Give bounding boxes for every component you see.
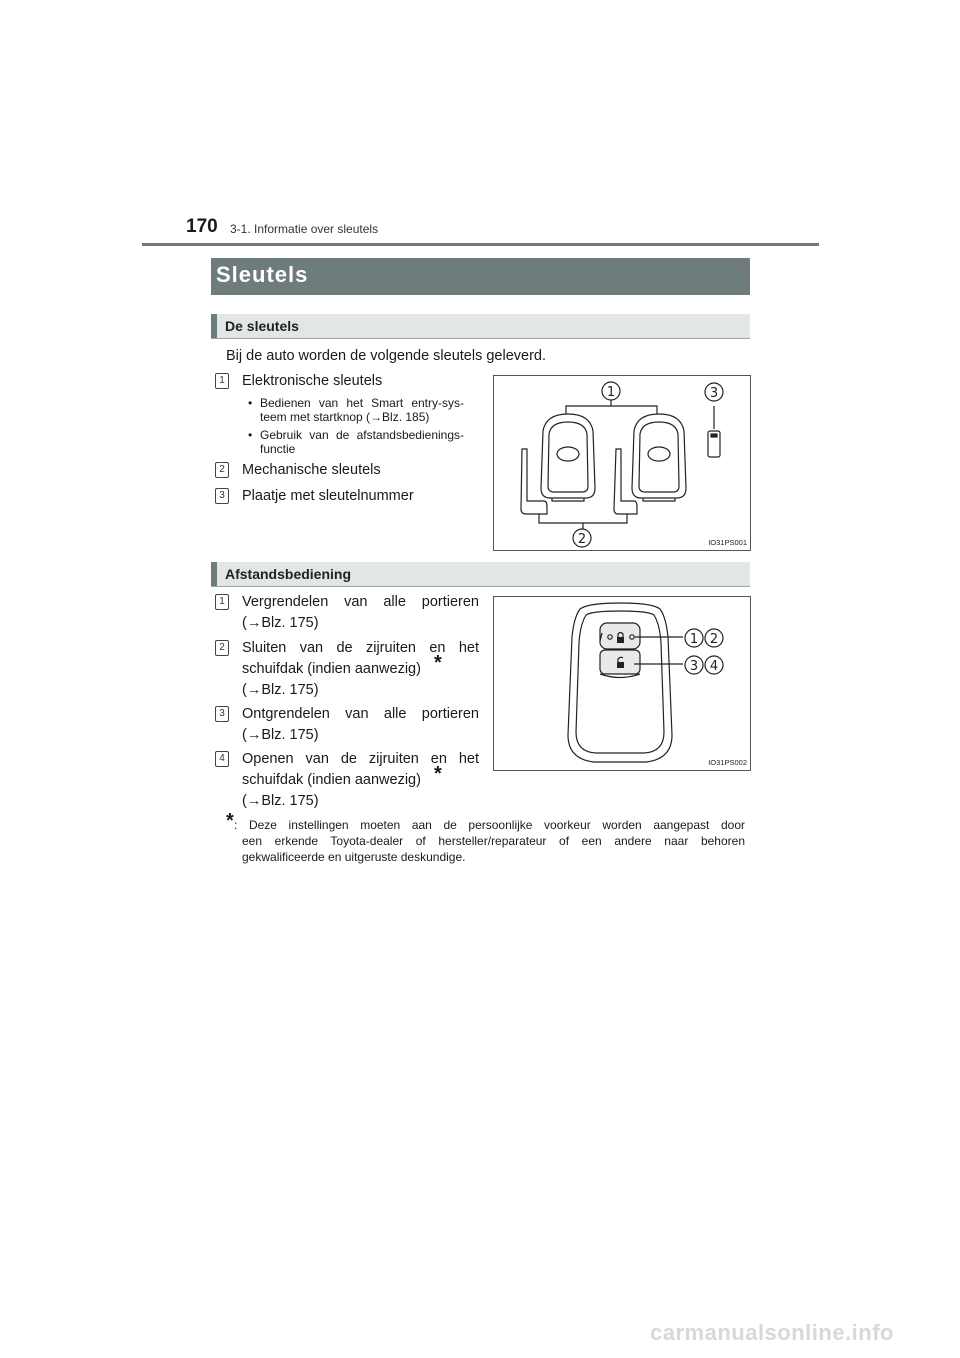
bullet-text: teem met startknop (→Blz. 185): [260, 410, 430, 424]
footnote-star: *: [434, 763, 442, 785]
section-heading-text: Afstandsbediening: [225, 566, 352, 582]
item-number: 3: [215, 706, 229, 722]
section-heading-text: De sleutels: [225, 318, 299, 334]
callout-label: 2: [709, 632, 719, 647]
header-rule: [142, 243, 819, 246]
item-number: 2: [215, 462, 229, 478]
callout-label: 1: [606, 385, 616, 400]
watermark: carmanualsonline.info: [650, 1320, 894, 1345]
keys-drawing: [494, 376, 750, 550]
item-number: 1: [215, 373, 229, 389]
callout-label: 2: [577, 532, 587, 547]
item-text: (→Blz. 175): [242, 682, 319, 698]
item-text: (→Blz. 175): [242, 615, 319, 631]
item-number: 1: [215, 594, 229, 610]
remote-drawing: [494, 597, 750, 770]
section-label: 3-1. Informatie over sleutels: [230, 222, 379, 236]
item-number: 4: [215, 751, 229, 767]
callout-label: 3: [689, 659, 699, 674]
bullet-text: functie: [260, 442, 296, 456]
footnote-mark: *: [226, 810, 234, 832]
item-text: (→Blz. 175): [242, 727, 319, 743]
item-text: (→Blz. 175): [242, 793, 319, 809]
footnote-star: *: [434, 652, 442, 674]
footnote-text: : Deze instellingen moeten aan de persoonlijke voorkeur worden aangepast door: [234, 818, 745, 832]
item-number: 3: [215, 488, 229, 504]
item-text: Plaatje met sleutelnummer: [242, 488, 414, 504]
item-text: Ontgrendelen van alle portieren: [242, 706, 479, 722]
callout-label: 4: [709, 659, 719, 674]
intro-text: Bij de auto worden de volgende sleutels geleverd.: [226, 348, 547, 364]
page-title: Sleutels: [216, 262, 309, 287]
bullet-dot: •: [248, 428, 253, 442]
callout-label: 3: [709, 386, 719, 401]
bullet-dot: •: [248, 396, 253, 410]
item-text: Openen van de zijruiten en het: [242, 751, 479, 767]
section-heading-de-sleutels: [211, 314, 750, 339]
callout-label: 1: [689, 632, 699, 647]
item-text: Mechanische sleutels: [242, 462, 381, 478]
item-text: Elektronische sleutels: [242, 373, 383, 389]
remote-illustration: [493, 596, 751, 771]
footnote-text: een erkende Toyota-dealer of hersteller/reparateur of een andere naar behoren: [242, 834, 745, 848]
bullet-text: Gebruik van de afstandsbedienings-: [260, 428, 464, 442]
item-text: Sluiten van de zijruiten en het: [242, 640, 479, 656]
item-number: 2: [215, 640, 229, 656]
keys-illustration: [493, 375, 751, 551]
figure-code: IO31PS002: [708, 758, 747, 767]
figure-code: IO31PS001: [708, 538, 747, 547]
footnote-text: gekwalificeerde en uitgeruste deskundige.: [242, 850, 466, 864]
section-heading-afstandsbediening: [211, 562, 750, 587]
page-number: 170: [186, 216, 218, 237]
bullet-text: Bedienen van het Smart entry-sys-: [260, 396, 464, 410]
item-text: Vergrendelen van alle portieren: [242, 594, 479, 610]
item-text: schuifdak (indien aanwezig): [242, 772, 421, 788]
item-text: schuifdak (indien aanwezig): [242, 661, 421, 677]
